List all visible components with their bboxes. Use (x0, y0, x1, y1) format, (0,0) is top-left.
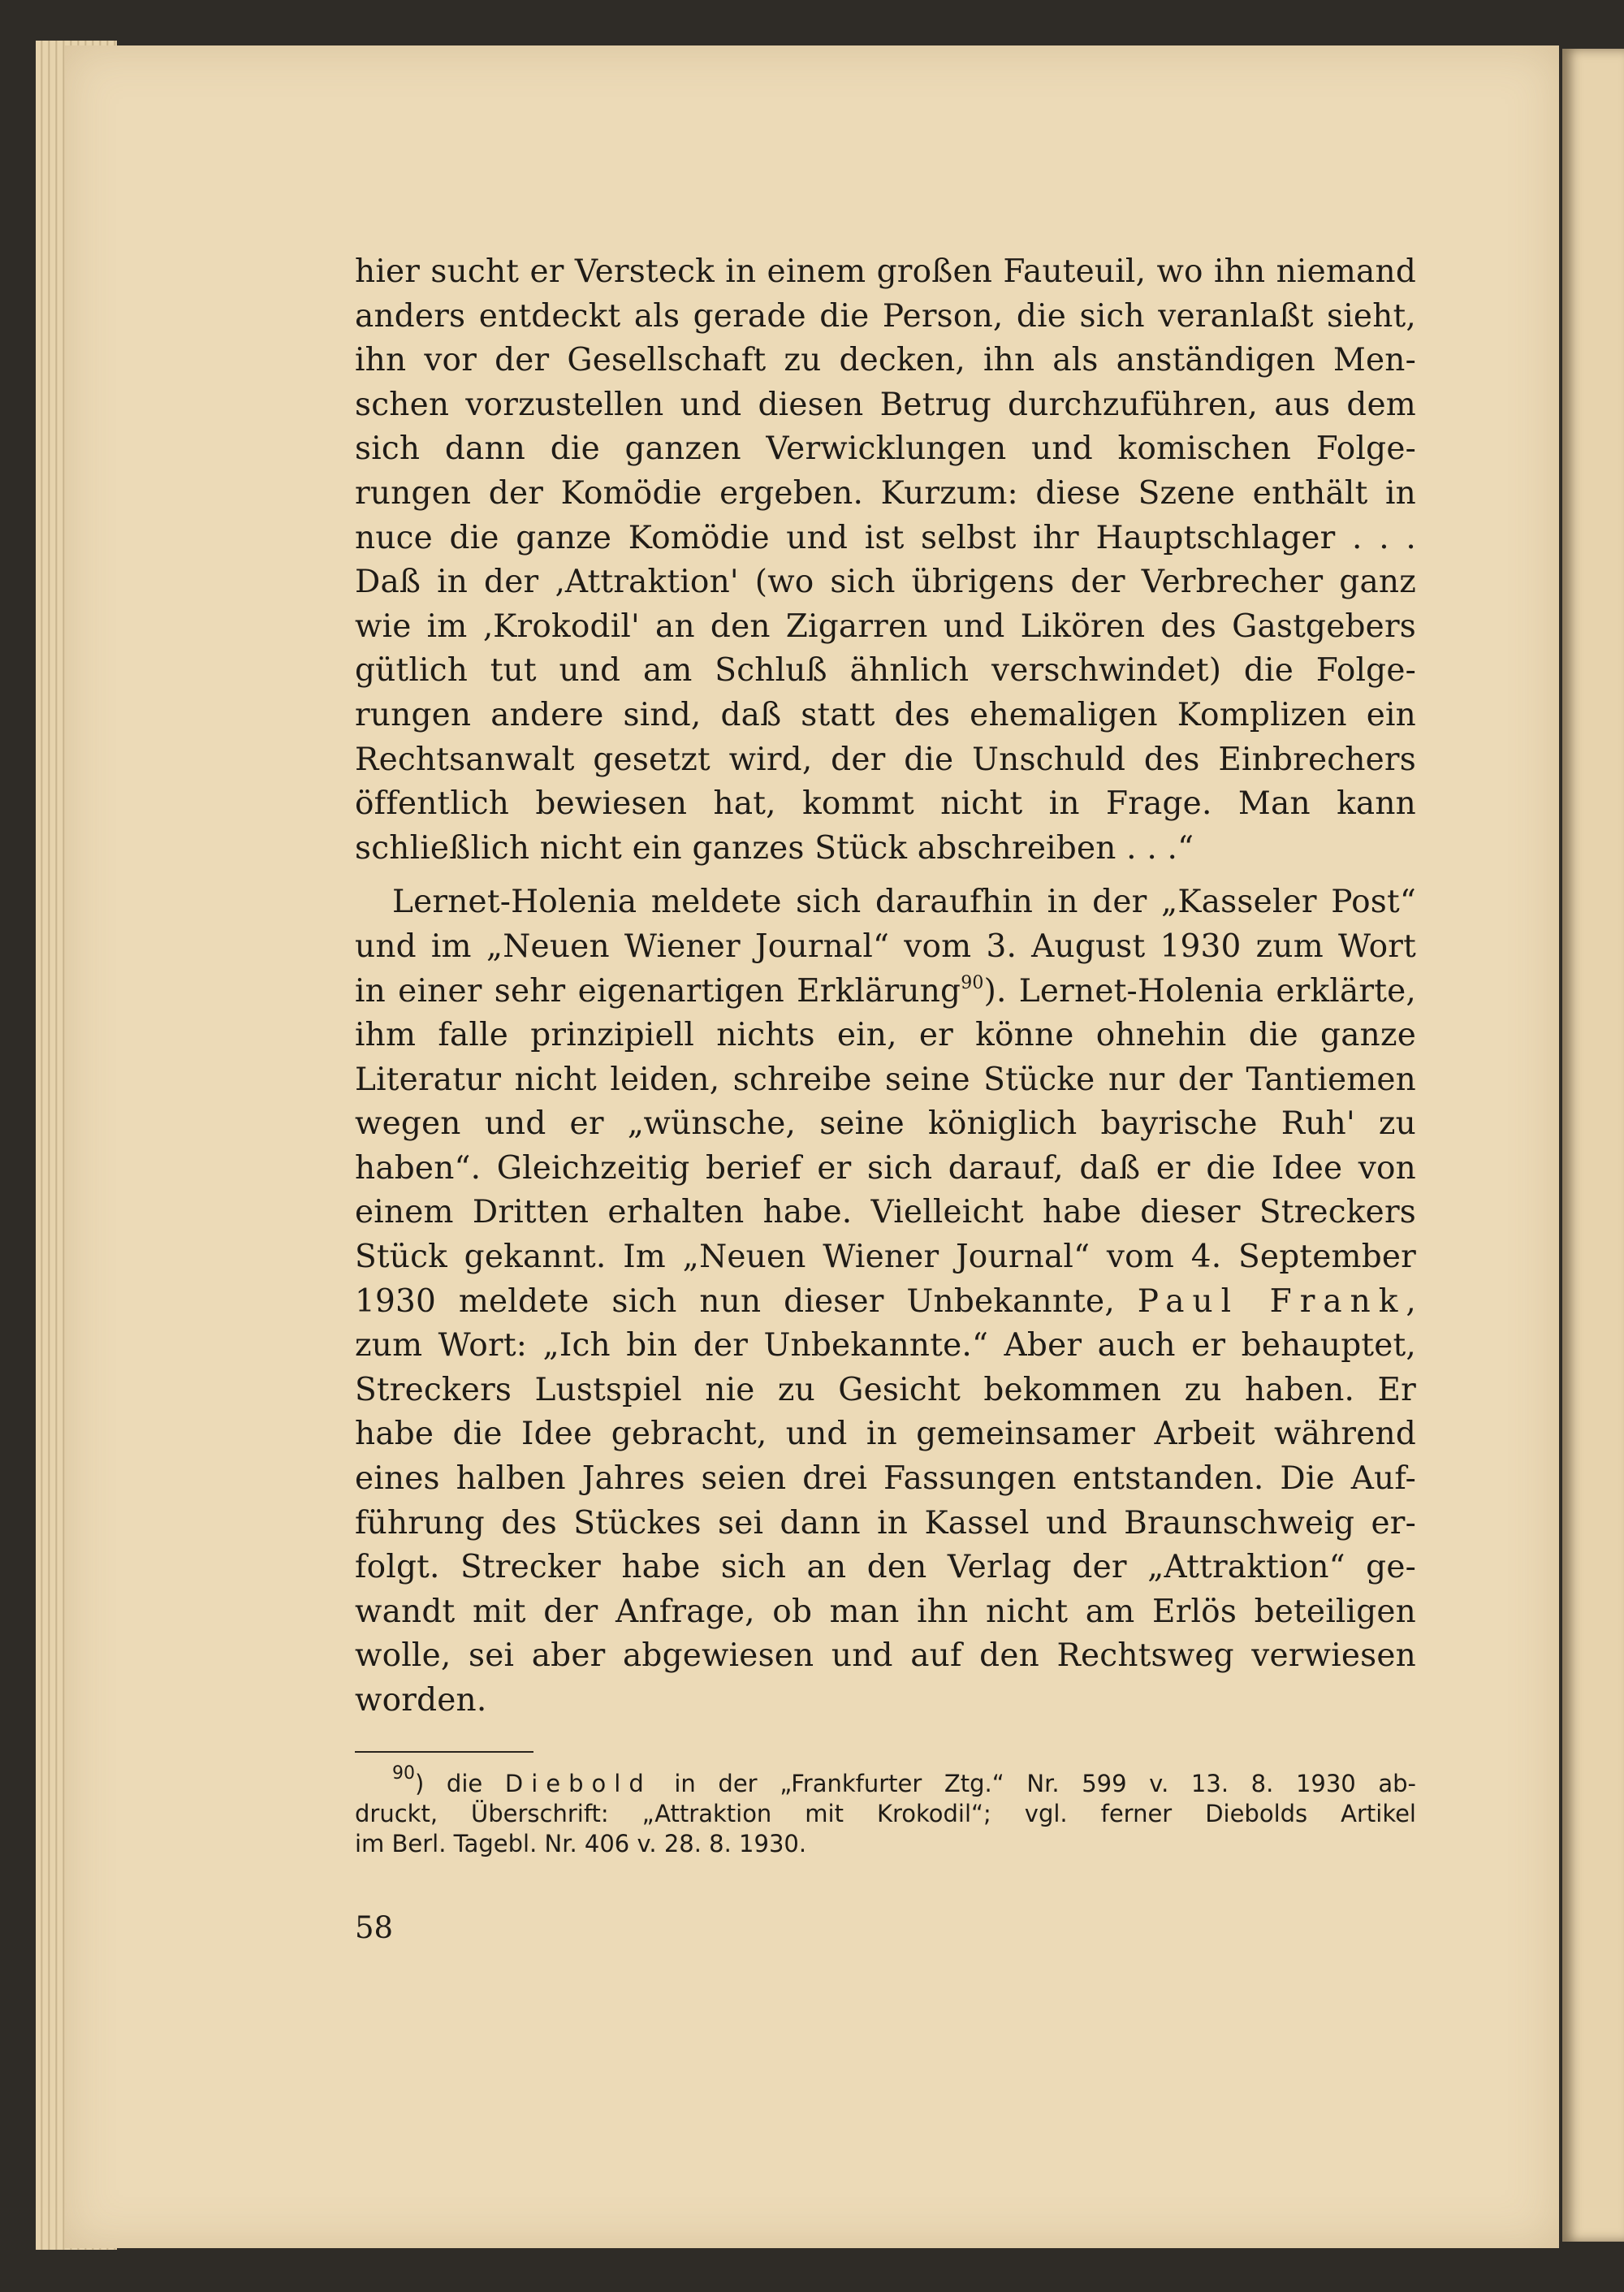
text-line: sich dann die ganzen Verwicklungen und komischen Folge- (355, 430, 1416, 468)
footnote-marker: 90 (392, 1763, 415, 1784)
footnote-line (355, 1763, 1417, 1799)
text-line: rungen andere sind, daß statt des ehemaligen Komplizen ein (355, 696, 1416, 733)
text-line: zum Wort: „Ich bin der Unbekannte.“ Aber auch er behauptet, (355, 1327, 1416, 1364)
text-line: führung des Stückes sei dann in Kassel und Braunschweig er- (355, 1504, 1416, 1542)
spaced-name: Paul Frank (1137, 1282, 1406, 1320)
text-line: schen vorzustellen und diesen Betrug durchzuführen, aus dem (355, 386, 1416, 423)
text-line: Literatur nicht leiden, schreibe seine Stücke nur der Tantiemen (355, 1061, 1416, 1098)
text-line: anders entdeckt als gerade die Person, die sich veranlaßt sieht, (355, 297, 1416, 335)
text-line: Rechtsanwalt gesetzt wird, der die Unschuld des Einbrechers (355, 741, 1416, 778)
text-line: wandt mit der Anfrage, ob man ihn nicht am Erlös beteiligen (355, 1593, 1416, 1630)
paragraph-gap (355, 871, 1416, 880)
text-line: haben“. Gleichzeitig berief er sich darauf, daß er die Idee von (355, 1149, 1416, 1187)
text-line: habe die Idee gebracht, und in gemeinsamer Arbeit während (355, 1416, 1416, 1453)
paragraph-quote (355, 250, 1416, 871)
facing-page-edge (1562, 49, 1624, 2242)
text-line: ihn vor der Gesellschaft zu decken, ihn als anständigen Men- (355, 342, 1416, 379)
text-segment: , (1406, 1282, 1416, 1320)
text-line: wolle, sei aber abgewiesen und auf den Rechtsweg verwiesen (355, 1637, 1416, 1675)
text-line: einem Dritten erhalten habe. Vielleicht habe dieser Streckers (355, 1194, 1416, 1231)
footnote-reference: 90 (961, 972, 984, 993)
text-line: und im „Neuen Wiener Journal“ vom 3. August 1930 zum Wort (355, 928, 1416, 965)
spaced-name: Diebold (504, 1770, 652, 1797)
text-line: Stück gekannt. Im „Neuen Wiener Journal“ vom 4. September (355, 1239, 1416, 1276)
text-line: eines halben Jahres seien drei Fassungen entstanden. Die Auf- (355, 1460, 1416, 1498)
text-line: rungen der Komödie ergeben. Kurzum: diese Szene enthält in (355, 474, 1416, 512)
page-number: 58 (355, 1910, 394, 1945)
text-segment: ) die (415, 1770, 483, 1797)
footnote-line: druckt, Überschrift: „Attraktion mit Krokodil“; vgl. ferner Diebolds Artikel (355, 1800, 1416, 1827)
text-line: Lernet-Holenia meldete sich daraufhin in der „Kasseler Post“ (392, 884, 1416, 921)
text-line (355, 1280, 1416, 1325)
text-line: gütlich tut und am Schluß ähnlich verschwindet) die Folge- (355, 652, 1416, 690)
text-line: schließlich nicht ein ganzes Stück abschreiben . . .“ (355, 829, 1194, 867)
main-text (355, 250, 1416, 1723)
text-line: Daß in der ‚Attraktion' (wo sich übrigens der Verbrecher ganz (355, 564, 1416, 601)
text-segment: in einer sehr eigenartigen Erklärung (355, 972, 961, 1010)
text-segment: 1930 meldete sich nun dieser Unbekannte, (355, 1282, 1115, 1320)
text-line: ihm falle prinzipiell nichts ein, er könne ohnehin die ganze (355, 1017, 1416, 1054)
text-segment: in der „Frankfurter Ztg.“ Nr. 599 v. 13. 8. 1930 ab- (674, 1770, 1417, 1797)
text-segment: ). Lernet-Holenia erklärte, (983, 972, 1416, 1010)
text-line: folgt. Strecker habe sich an den Verlag der „Attraktion“ ge- (355, 1549, 1416, 1586)
text-line: worden. (355, 1682, 487, 1719)
text-line: hier sucht er Versteck in einem großen Fauteuil, wo ihn niemand (355, 253, 1416, 290)
footnote-line: im Berl. Tagebl. Nr. 406 v. 28. 8. 1930. (355, 1830, 807, 1857)
text-line: wegen und er „wünsche, seine königlich bayrische Ruh' zu (355, 1105, 1416, 1143)
footnote (355, 1763, 1417, 1859)
text-line (355, 970, 1416, 1014)
text-line: öffentlich bewiesen hat, kommt nicht in Frage. Man kann (355, 785, 1416, 823)
footnote-separator (355, 1751, 533, 1753)
text-line: nuce die ganze Komödie und ist selbst ihr Hauptschlager . . . (355, 519, 1416, 556)
text-line: wie im ‚Krokodil' an den Zigarren und Likören des Gastgebers (355, 608, 1416, 645)
paragraph-lernet-holenia (355, 880, 1416, 1723)
text-line: Streckers Lustspiel nie zu Gesicht bekommen zu haben. Er (355, 1371, 1416, 1408)
